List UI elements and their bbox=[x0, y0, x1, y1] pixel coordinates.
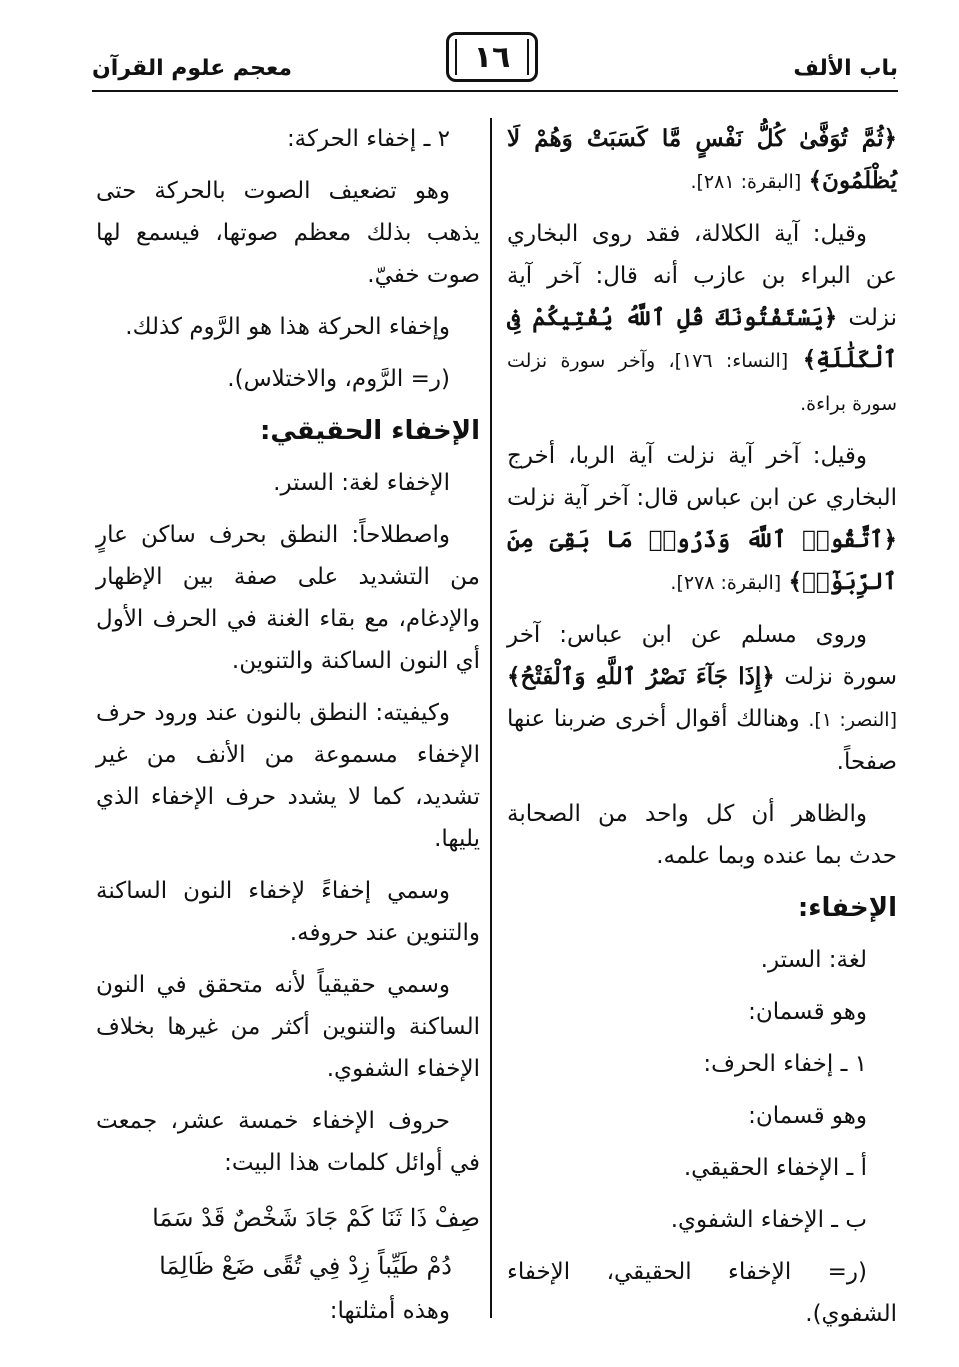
paragraph: وهو قسمان: bbox=[748, 1103, 867, 1129]
left-column bbox=[96, 118, 480, 1342]
cross-reference: (ر= الإخفاء الحقيقي، الإخفاء الشفوي). bbox=[507, 1259, 897, 1327]
verse-reference: [البقرة: ٢٨١]. bbox=[690, 171, 802, 193]
quran-verse: ﴿ثُمَّ تُوَفَّىٰ كُلُّ نَفْسٍ مَّا كَسَبَتْ وَهُمْ لَا يُظْلَمُونَ﴾ bbox=[507, 125, 897, 194]
paragraph-text: وقيل: آية الكلالة، فقد روى البخاري عن البراء بن عازب أنه قال: آخر آية نزلت bbox=[507, 221, 898, 331]
verse-reference: [النساء: ١٧٦]، وآخر سورة نزلت سورة براءة. bbox=[507, 350, 897, 415]
poem-line: صِفْ ذَا ثَنَا كَمْ جَادَ شَخْصٌ قَدْ سَمَا bbox=[152, 1204, 480, 1232]
page-number: ١٦ bbox=[446, 32, 538, 82]
paragraph bbox=[507, 435, 897, 604]
paragraph: حروف الإخفاء خمسة عشر، جمعت في أوائل كلمات هذا البيت: bbox=[96, 1108, 480, 1176]
quran-verse: ﴿ٱتَّقُوا۟ ٱللَّهَ وَذَرُوا۟ مَا بَقِىَ مِنَ ٱلرِّبَوٰٓا۟﴾ bbox=[507, 526, 897, 595]
poem-line: دُمْ طَيِّباً زِدْ فِي تُقًى ضَعْ ظَالِمَا bbox=[159, 1252, 452, 1280]
chapter-title: باب الألف bbox=[793, 56, 898, 81]
verse-reference: [البقرة: ٢٧٨]. bbox=[670, 572, 782, 594]
paragraph: وكيفيته: النطق بالنون عند ورود حرف الإخفاء مسموعة من الأنف من غير تشديد، كما لا يشدد حرف الإخفاء الذي يليها. bbox=[96, 700, 480, 852]
paragraph-text: وهنالك أقوال أخرى ضربنا عنها صفحاً. bbox=[507, 706, 897, 775]
paragraph: الإخفاء لغة: الستر. bbox=[273, 470, 450, 496]
quran-verse: ﴿يَسْتَفْتُونَكَ قُلِ ٱللَّهُ يُفْتِيكُمْ فِى ٱلْكَلَٰلَةِ﴾ bbox=[507, 304, 898, 373]
book-title: معجم علوم القرآن bbox=[92, 56, 293, 81]
right-column bbox=[507, 118, 897, 1345]
page-header bbox=[92, 28, 898, 90]
cross-reference: (ر= الرَّوم، والاختلاس). bbox=[227, 366, 450, 392]
paragraph-text: وقيل: آخر آية نزلت آية الربا، أخرج البخاري عن ابن عباس قال: آخر آية نزلت bbox=[507, 443, 897, 511]
paragraph: واصطلاحاً: النطق بحرف ساكن عارٍ من التشديد على صفة بين الإظهار والإدغام، مع بقاء الغنة في الحرف الأول أي النون الساكنة والتنوين. bbox=[96, 522, 480, 674]
paragraph: وهذه أمثلتها: bbox=[329, 1298, 450, 1324]
list-item: أ ـ الإخفاء الحقيقي. bbox=[683, 1155, 867, 1181]
paragraph bbox=[507, 118, 897, 203]
column-divider bbox=[490, 118, 492, 1318]
paragraph: وسمي إخفاءً لإخفاء النون الساكنة والتنوين عند حروفه. bbox=[96, 878, 480, 946]
verse-reference: [النصر: ١]. bbox=[808, 709, 897, 731]
section-heading: الإخفاء الحقيقي: bbox=[260, 416, 480, 446]
paragraph bbox=[507, 614, 897, 783]
paragraph: والظاهر أن كل واحد من الصحابة حدث بما عنده وبما علمه. bbox=[507, 801, 897, 869]
paragraph-text: وروى مسلم عن ابن عباس: آخر سورة نزلت bbox=[507, 622, 898, 690]
header-rule bbox=[92, 90, 898, 92]
paragraph: وإخفاء الحركة هذا هو الرَّوم كذلك. bbox=[125, 314, 450, 340]
subheading: ١ ـ إخفاء الحرف: bbox=[703, 1051, 867, 1077]
paragraph: وهو تضعيف الصوت بالحركة حتى يذهب بذلك معظم صوتها، فيسمع لها صوت خفيّ. bbox=[96, 178, 480, 288]
subheading: ٢ ـ إخفاء الحركة: bbox=[286, 126, 450, 152]
paragraph: لغة: الستر. bbox=[760, 947, 867, 973]
list-item: ب ـ الإخفاء الشفوي. bbox=[670, 1207, 867, 1233]
paragraph: وسمي حقيقياً لأنه متحقق في النون الساكنة والتنوين أكثر من غيرها بخلاف الإخفاء الشفوي. bbox=[96, 972, 480, 1082]
section-heading: الإخفاء: bbox=[797, 893, 897, 923]
paragraph bbox=[507, 213, 897, 425]
paragraph: وهو قسمان: bbox=[748, 999, 867, 1025]
quran-verse: ﴿إِذَا جَآءَ نَصْرُ ٱللَّهِ وَٱلْفَتْحُ﴾ bbox=[507, 663, 775, 690]
